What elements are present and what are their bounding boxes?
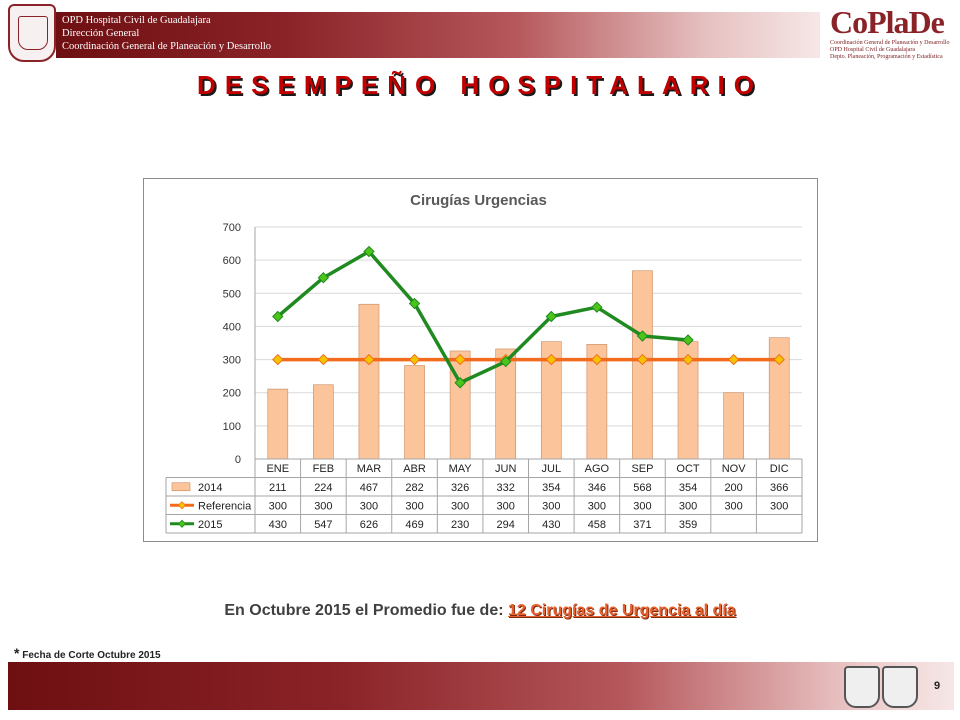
data-label-2014: 354	[542, 481, 561, 494]
bar-ene	[268, 389, 288, 459]
data-label-2014: 200	[724, 481, 743, 494]
x-tick-label: JUN	[495, 463, 517, 475]
chart-svg	[144, 179, 817, 541]
header	[0, 0, 960, 62]
data-label-referencia: 300	[450, 500, 470, 513]
data-label-2015: 626	[359, 518, 379, 531]
data-label-2015: 230	[450, 518, 470, 531]
data-label-2015: 359	[678, 518, 698, 531]
data-label-referencia: 300	[633, 500, 652, 513]
x-tick-label: MAY	[448, 463, 472, 475]
coplade-sub-line-2: OPD Hospital Civil de Guadalajara	[830, 47, 915, 53]
footer-band	[8, 662, 954, 710]
x-tick-label: OCT	[676, 463, 700, 475]
header-line-direccion: Dirección General	[62, 28, 140, 39]
footnote-text: Fecha de Corte Octubre 2015	[22, 650, 161, 661]
data-label-referencia: 300	[496, 500, 515, 513]
coplade-logo	[826, 4, 956, 60]
y-tick-label: 300	[222, 354, 241, 367]
y-tick-label: 700	[222, 222, 241, 234]
point-referencia-abr	[410, 355, 420, 365]
bar-feb	[313, 385, 333, 459]
series-line-2015	[278, 252, 688, 383]
x-tick-label: JUL	[541, 463, 562, 475]
data-label-referencia: 300	[542, 500, 561, 513]
legend-marker-referencia	[179, 502, 186, 509]
data-label-referencia: 300	[359, 500, 379, 513]
footnote-star: *	[14, 645, 20, 661]
coplade-sub-line-1: Coordinación General de Planeación y Desarrollo	[830, 40, 950, 46]
x-tick-label: NOV	[721, 463, 746, 475]
header-text	[62, 14, 271, 53]
y-tick-label: 200	[222, 387, 241, 400]
university-crest-icon	[882, 666, 918, 708]
x-tick-label: FEB	[312, 463, 335, 475]
legend-marker-2015	[179, 520, 186, 527]
footnote	[14, 645, 161, 661]
summary-line	[0, 602, 960, 620]
x-tick-label: MAR	[356, 463, 382, 475]
data-label-2014: 282	[405, 481, 424, 494]
data-label-referencia: 300	[405, 500, 424, 513]
legend-label-2015: 2015	[198, 518, 223, 531]
chart-container	[143, 178, 818, 542]
data-label-2014: 467	[359, 481, 379, 494]
coplade-sub-line-3: Depto. Planeación, Programación y Estadística	[830, 54, 943, 60]
bar-mar	[359, 304, 379, 459]
y-tick-label: 400	[222, 321, 241, 334]
y-tick-label: 500	[222, 288, 241, 301]
data-label-2014: 354	[678, 481, 698, 494]
legend-label-2014: 2014	[198, 481, 223, 494]
point-referencia-nov	[729, 355, 739, 365]
data-label-referencia: 300	[770, 500, 789, 513]
point-referencia-ene	[273, 355, 283, 365]
header-line-coordinacion: Coordinación General de Planeación y Desarrollo	[62, 41, 272, 52]
hospital-crest-icon	[8, 4, 56, 62]
data-label-2014: 346	[587, 481, 607, 494]
y-tick-label: 600	[222, 255, 241, 268]
footer-logos	[840, 664, 920, 708]
data-label-2015: 294	[496, 518, 515, 531]
point-referencia-feb	[318, 355, 328, 365]
data-label-2015: 547	[314, 518, 333, 531]
page-number: 9	[934, 680, 941, 692]
data-label-referencia: 300	[314, 500, 333, 513]
data-label-referencia: 300	[724, 500, 743, 513]
data-label-referencia: 300	[678, 500, 698, 513]
coplade-subtitle	[830, 40, 958, 61]
bar-abr	[405, 366, 425, 459]
data-label-referencia: 300	[587, 500, 607, 513]
x-tick-label: ABR	[403, 463, 426, 475]
crest-icon	[844, 666, 880, 708]
data-label-2014: 326	[450, 481, 470, 494]
x-tick-label: DIC	[769, 463, 789, 475]
data-label-2015: 469	[405, 518, 424, 531]
data-label-2015: 371	[633, 518, 652, 531]
header-line-hospital: OPD Hospital Civil de Guadalajara	[62, 15, 211, 26]
page-title: DESEMPEÑO HOSPITALARIO	[197, 70, 763, 100]
chart-title: Cirugías Urgencias	[410, 192, 547, 209]
data-label-2014: 211	[269, 481, 287, 494]
data-label-2014: 224	[314, 481, 333, 494]
y-tick-label: 0	[234, 454, 241, 466]
bar-nov	[724, 393, 744, 459]
data-label-referencia: 300	[268, 500, 287, 513]
coplade-logo-text: CoPlaDe	[830, 4, 944, 40]
y-tick-label: 100	[222, 420, 241, 433]
summary-prefix: En Octubre 2015 el Promedio fue de:	[224, 602, 504, 619]
legend-key-2014	[172, 483, 190, 491]
x-tick-label: ENE	[266, 463, 290, 475]
data-label-2015: 430	[268, 518, 287, 531]
data-label-2014: 332	[496, 481, 515, 494]
x-tick-label: AGO	[584, 463, 610, 475]
legend-label-referencia: Referencia	[198, 500, 252, 513]
data-label-2015: 430	[542, 518, 561, 531]
data-label-2014: 568	[633, 481, 652, 494]
data-label-2015: 458	[587, 518, 607, 531]
x-tick-label: SEP	[631, 463, 654, 475]
data-label-2014: 366	[770, 481, 789, 494]
summary-highlight: 12 Cirugías de Urgencia al día	[508, 602, 736, 619]
